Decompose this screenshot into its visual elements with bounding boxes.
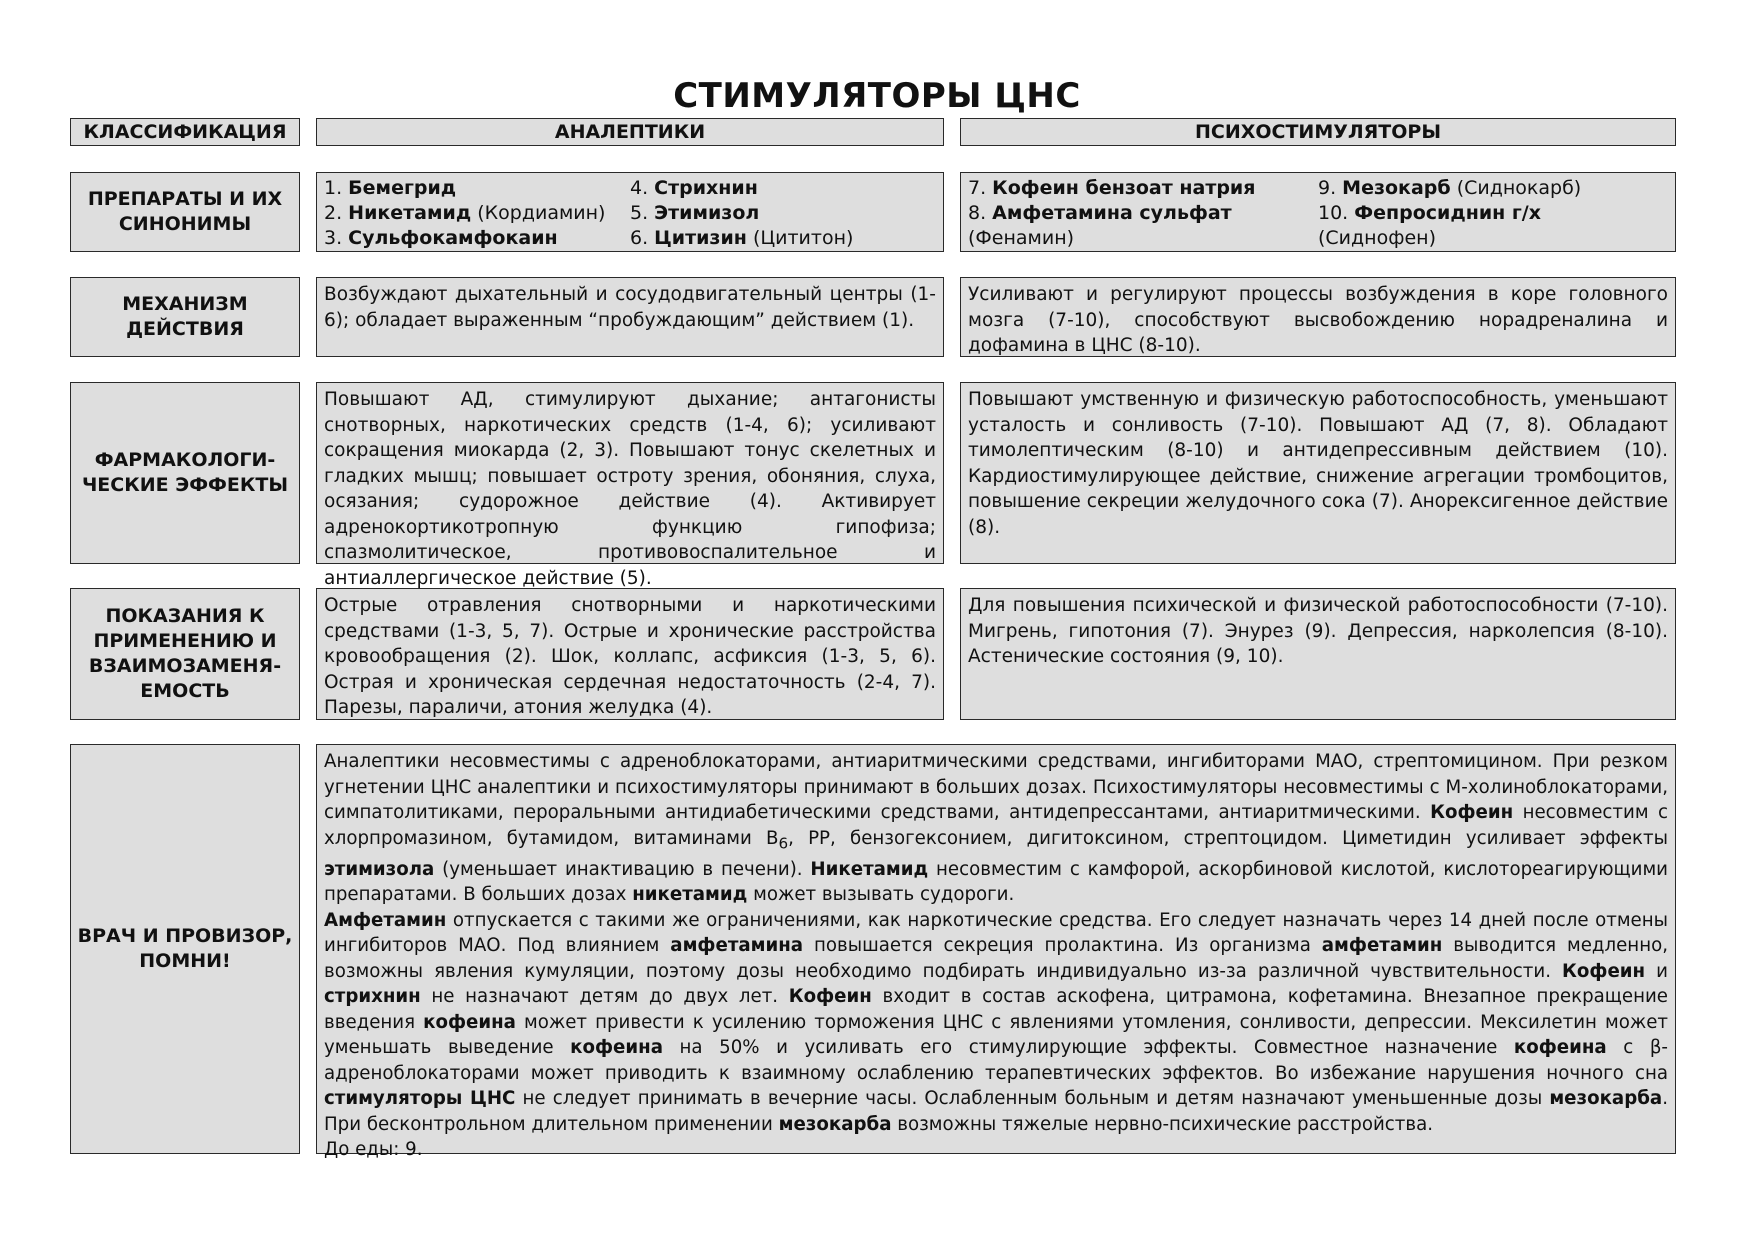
bold-term: стрихнин	[324, 986, 421, 1008]
analeptics-drug-list	[316, 172, 944, 252]
header-analeptics: АНАЛЕПТИКИ	[316, 118, 944, 146]
drug-item: 8. Амфетамина сульфат (Фенамин)	[968, 202, 1232, 249]
bold-term: Никетамид	[810, 858, 929, 880]
analeptics-mechanism: Возбуждают дыхательный и сосудодвигательный центры (1-6); обладает выраженным “пробуждающим” действием (1).	[316, 277, 944, 357]
text-run: (уменьшает инактивацию в печени).	[434, 858, 811, 880]
text-run: , PP, бензогексонием, дигитоксином, стрептоцидом. Циметидин усиливает эффекты	[788, 827, 1668, 849]
bold-term: мезокарба	[1549, 1088, 1663, 1110]
text-run: повышается секреция пролактина. Из организма	[803, 935, 1322, 957]
drug-item: 6. Цитизин (Цититон)	[630, 227, 854, 249]
page-title: СТИМУЛЯТОРЫ ЦНС	[673, 76, 1081, 116]
bold-term: Кофеин	[788, 986, 872, 1008]
text-run: может привести к усилению торможения ЦНС с явлениями утомления, сонливости, депрессии. Мексилетин может уменьшать выведение	[324, 1011, 1668, 1059]
drug-item: 9. Мезокарб (Сиднокарб)	[1318, 177, 1582, 199]
bold-term: никетамид	[632, 884, 748, 906]
drug-item: 1. Бемегрид	[324, 177, 457, 199]
psychostimulants-indications: Для повышения психической и физической работоспособности (7-10). Мигрень, гипотония (7). Энурез (9). Депрессия, нарколепсия (8-10). Астенические состояния (9, 10).	[960, 588, 1676, 720]
text-run: несовместим с камфорой, аскорбиновой кислотой, кислотореагирующими препаратами. В больших дозах	[324, 858, 1669, 906]
drug-item: 10. Фепросиднин г/х (Сиднофен)	[1318, 202, 1541, 249]
remember-paragraph-1	[324, 749, 1668, 908]
text-run: Аналептики несовместимы с адреноблокаторами, антиаритмическими средствами, ингибиторами МАО, стрептомицином. При резком угнетении ЦНС аналептики и психостимуляторы принимают в больших дозах. Психостимуляторы несовместимы с М-холиноблокаторами, симпатолитиками, пероральными антидиабетическими средствами, антидепрессантами, антиаритмическими.	[324, 751, 1668, 823]
psychostimulants-effects: Повышают умственную и физическую работоспособность, уменьшают усталость и сонливость (7-10). Повышают АД (7, 8). Обладают тимолептическим (8-10) и антидепрессивным действием (10). Кардиостимулирующее действие, снижение агрегации тромбоцитов, повышение секреции желудочного сока (7). Анорексигенное действие (8).	[960, 382, 1676, 564]
header-psychostimulants: ПСИХОСТИМУЛЯТОРЫ	[960, 118, 1676, 146]
text-run: может вызывать судороги.	[747, 884, 1015, 906]
label-indications: ПОКАЗАНИЯ К ПРИМЕНЕНИЮ И ВЗАИМОЗАМЕНЯ-ЕМОСТЬ	[70, 588, 300, 720]
psychostimulants-drug-list	[960, 172, 1676, 252]
drug-item: 2. Никетамид (Кордиамин)	[324, 202, 606, 224]
header-classification: КЛАССИФИКАЦИЯ	[70, 118, 300, 146]
text-run: не назначают детям до двух лет.	[420, 986, 789, 1008]
bold-term: этимизола	[324, 858, 435, 880]
text-run: отпускается с такими же ограничениями, как наркотические средства. Его следует назначать через 14 дней после отмены ингибиторов МАО. Под влиянием	[324, 909, 1668, 957]
bold-term: кофеина	[570, 1037, 663, 1059]
bold-term: кофеина	[1513, 1037, 1607, 1059]
text-run: . При бесконтрольном длительном применении	[324, 1088, 1668, 1135]
bold-term: Кофеин	[1430, 802, 1514, 823]
psychostimulants-mechanism: Усиливают и регулируют процессы возбуждения в коре головного мозга (7-10), способствуют высвобождению норадреналина и дофамина в ЦНС (8-10).	[960, 277, 1676, 357]
analeptics-effects: Повышают АД, стимулируют дыхание; антагонисты снотворных, наркотических средств (1-4, 6); усиливают сокращения миокарда (2, 3). Повышают тонус скелетных и гладких мышц; повышает остроту зрения, обоняния, слуха, осязания; судорожное действие (4). Активирует адренокортикотропную функцию гипофиза; спазмолитическое, противовоспалительное и антиаллергическое действие (5).	[316, 382, 944, 564]
bold-term: мезокарба	[778, 1113, 892, 1135]
text-run: с β-адреноблокаторами может приводить к взаимному ослаблению терапевтических эффектов. Во избежание нарушения ночного сна	[324, 1037, 1668, 1084]
drug-item: 4. Стрихнин	[630, 177, 758, 199]
text-run: выводится медленно, возможны явления кумуляции, поэтому дозы необходимо подбирать индивидуально из-за различной чувствительности.	[324, 935, 1668, 982]
remember-paragraph-3: До еды: 9.	[324, 1139, 423, 1161]
analeptics-indications: Острые отравления снотворными и наркотическими средствами (1-3, 5, 7). Острые и хронические расстройства кровообращения (2). Шок, коллапс, асфиксия (1-3, 5, 6). Острая и хроническая сердечная недостаточность (2-4, 7). Парезы, параличи, атония желудка (4).	[316, 588, 944, 720]
bold-term: амфетамин	[1321, 935, 1443, 957]
label-mechanism: МЕХАНИЗМ ДЕЙСТВИЯ	[70, 277, 300, 357]
drug-item: 7. Кофеин бензоат натрия	[968, 177, 1256, 199]
bold-term: стимуляторы ЦНС	[324, 1088, 516, 1110]
label-effects: ФАРМАКОЛОГИ-ЧЕСКИЕ ЭФФЕКТЫ	[70, 382, 300, 564]
subscript: 6	[778, 834, 789, 853]
bold-term: Кофеин	[1562, 960, 1646, 982]
drug-item: 3. Сульфокамфокаин	[324, 227, 558, 249]
text-run: несовместим с хлорпромазином, бутамидом, витаминами B	[324, 802, 1668, 849]
text-run: входит в состав аскофена, цитрамона, кофетамина. Внезапное прекращение введения	[324, 986, 1668, 1033]
bold-term: кофеина	[423, 1011, 516, 1033]
remember-text	[316, 744, 1676, 1161]
remember-paragraph-2	[324, 908, 1668, 1138]
label-drugs: ПРЕПАРАТЫ И ИХ СИНОНИМЫ	[70, 172, 300, 252]
text-run: возможны тяжелые нервно-психические расстройства.	[891, 1113, 1434, 1135]
text-run: не следует принимать в вечерние часы. Ослабленным больным и детям назначают уменьшенные дозы	[515, 1088, 1550, 1110]
drug-item: 5. Этимизол	[630, 202, 760, 224]
text-run: на 50% и усиливать его стимулирующие эффекты. Совместное назначение	[662, 1037, 1514, 1059]
bold-term: амфетамина	[670, 935, 804, 957]
bold-term: Амфетамин	[324, 909, 447, 931]
text-run: и	[1645, 960, 1668, 982]
label-remember: ВРАЧ И ПРОВИЗОР, ПОМНИ!	[70, 744, 300, 1154]
